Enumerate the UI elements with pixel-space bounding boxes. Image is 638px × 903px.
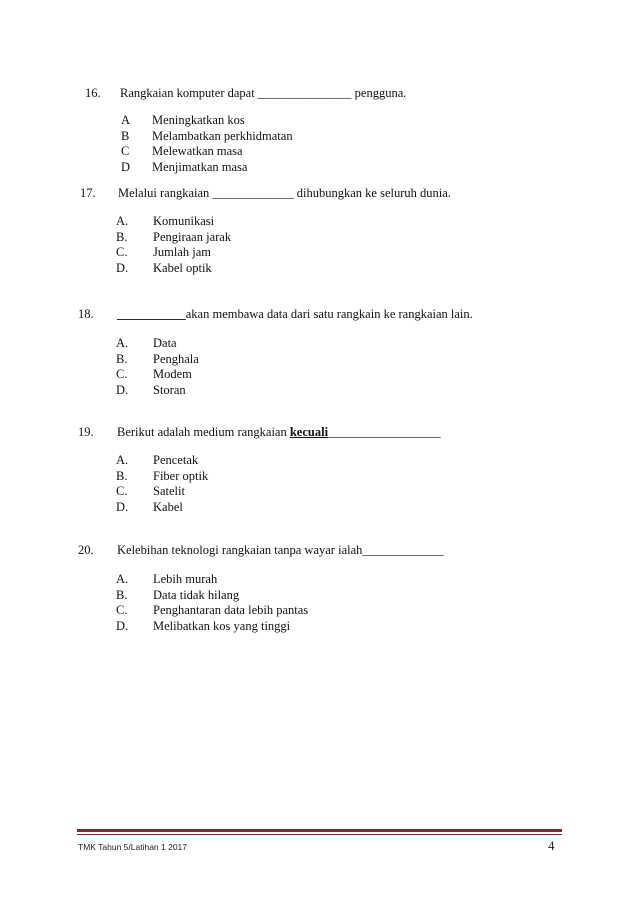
option-d <box>0 261 638 277</box>
option-letter: D. <box>116 499 129 514</box>
option-c <box>0 484 638 500</box>
question-text <box>120 85 406 101</box>
option-text: Menjimatkan masa <box>152 159 248 174</box>
question-text-after: akan membawa data dari satu rangkain ke rangkaian lain. <box>185 307 473 321</box>
option-text: Pengiraan jarak <box>153 229 232 244</box>
option-d <box>0 383 638 399</box>
question-text-before: Melalui rangkaian _____________ dihubungkan ke seluruh dunia. <box>118 186 451 200</box>
option-text: Komunikasi <box>153 214 215 228</box>
option-letter: C. <box>116 367 128 381</box>
option-c <box>0 603 638 619</box>
question-stem <box>0 185 638 201</box>
option-letter: B. <box>116 229 128 244</box>
question-stem <box>0 542 638 558</box>
question-number: 17. <box>80 186 96 200</box>
question-text <box>117 306 473 322</box>
option-c <box>0 245 638 261</box>
option-text: Pencetak <box>153 453 199 467</box>
question-text-before: Berikut adalah medium rangkaian <box>117 425 290 439</box>
question-number: 18. <box>78 307 94 321</box>
option-letter: B. <box>116 351 128 366</box>
question-number: 16. <box>85 86 101 100</box>
question-stem <box>0 306 638 322</box>
page-number: 4 <box>548 838 555 853</box>
option-text: Kabel <box>153 499 183 514</box>
option-text: Storan <box>153 382 186 397</box>
option-d <box>0 500 638 516</box>
option-letter: C. <box>116 484 128 498</box>
options-list <box>0 214 638 276</box>
option-letter: C. <box>116 603 128 617</box>
question-number: 20. <box>78 543 94 557</box>
question-text-before: Kelebihan teknologi rangkaian tanpa wayar ialah_____________ <box>117 543 444 557</box>
option-b <box>0 352 638 368</box>
question-stem <box>0 424 638 440</box>
option-a <box>0 336 638 352</box>
option-text: Satelit <box>153 484 185 498</box>
question-text-before: Rangkaian komputer dapat _______________ pengguna. <box>120 86 407 100</box>
footer-rule-thick <box>77 829 562 832</box>
option-b <box>0 469 638 485</box>
keyword-kecuali: kecuali <box>289 425 329 439</box>
question-text <box>117 542 444 558</box>
option-b <box>0 230 638 246</box>
options-list <box>0 572 638 634</box>
option-letter: D <box>121 159 131 174</box>
option-letter: B <box>121 128 130 143</box>
option-letter: A. <box>116 336 129 350</box>
option-letter: B. <box>116 587 128 602</box>
option-letter: B. <box>116 468 128 483</box>
option-text: Melewatkan masa <box>152 144 243 158</box>
question-text <box>118 185 451 201</box>
option-d <box>0 619 638 635</box>
option-text: Data tidak hilang <box>153 587 240 602</box>
question-16 <box>0 85 638 175</box>
option-text: Melibatkan kos yang tinggi <box>153 618 291 633</box>
footer-rule-thin <box>77 834 562 835</box>
option-letter: D. <box>116 618 129 633</box>
question-18 <box>0 306 638 398</box>
answer-blank: ___________ <box>117 307 186 321</box>
question-20 <box>0 542 638 634</box>
option-c <box>0 144 638 160</box>
option-letter: C. <box>116 245 128 259</box>
option-a <box>0 572 638 588</box>
options-list <box>0 453 638 515</box>
question-19 <box>0 424 638 515</box>
option-text: Lebih murah <box>153 572 218 586</box>
option-letter: A <box>121 113 131 127</box>
footer-title: TMK Tahun 5/Latihan 1 2017 <box>78 842 188 852</box>
question-stem <box>0 85 638 101</box>
option-letter: A. <box>116 214 129 228</box>
option-b <box>0 588 638 604</box>
option-letter: A. <box>116 453 129 467</box>
option-letter: A. <box>116 572 129 586</box>
option-letter: D. <box>116 260 129 275</box>
option-text: Fiber optik <box>153 468 209 483</box>
option-text: Penghantaran data lebih pantas <box>153 603 309 617</box>
question-17 <box>0 185 638 276</box>
option-a <box>0 453 638 469</box>
option-text: Penghala <box>153 351 199 366</box>
option-text: Melambatkan perkhidmatan <box>152 128 293 143</box>
option-a <box>0 113 638 129</box>
option-text: Kabel optik <box>153 260 212 275</box>
option-c <box>0 367 638 383</box>
question-number: 19. <box>78 425 94 439</box>
option-text: Meningkatkan kos <box>152 113 245 127</box>
option-b <box>0 129 638 145</box>
option-text: Data <box>153 336 177 350</box>
question-text-after: __________________ <box>328 425 441 439</box>
options-list <box>0 113 638 175</box>
option-letter: D. <box>116 382 129 397</box>
option-text: Modem <box>153 367 192 381</box>
options-list <box>0 336 638 398</box>
question-text <box>117 424 441 440</box>
option-text: Jumlah jam <box>153 245 211 259</box>
option-letter: C <box>121 144 130 158</box>
option-a <box>0 214 638 230</box>
option-d <box>0 160 638 176</box>
